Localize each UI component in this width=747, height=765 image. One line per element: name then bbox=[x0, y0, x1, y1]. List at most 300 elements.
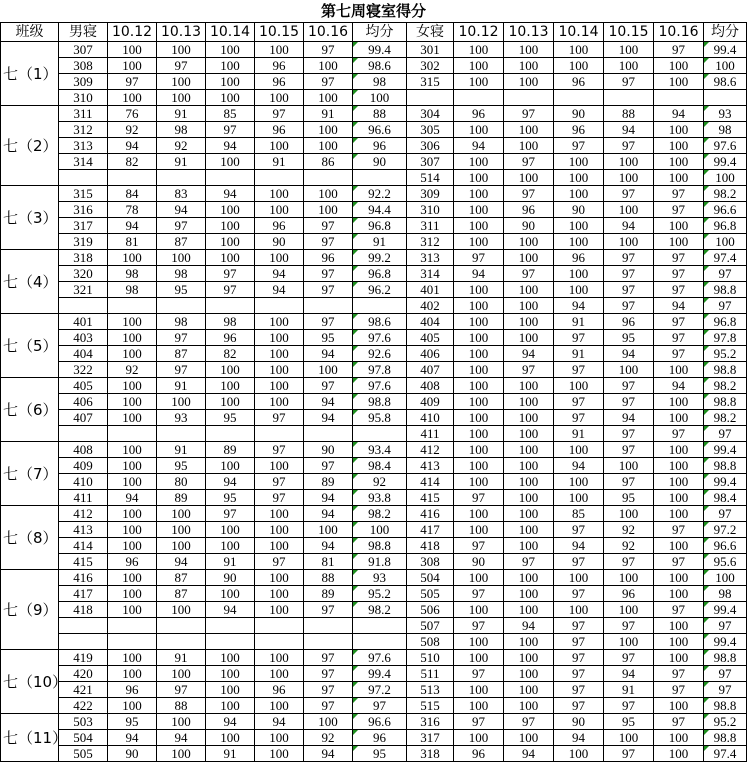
cell-male-avg bbox=[353, 298, 407, 314]
cell-male-avg: 95 bbox=[353, 746, 407, 762]
table-row bbox=[1, 282, 747, 298]
cell-f-1014: 100 bbox=[554, 170, 604, 186]
cell-m-1014: 90 bbox=[206, 570, 255, 586]
cell-f-1013: 100 bbox=[504, 58, 554, 74]
cell-m-1014: 95 bbox=[206, 490, 255, 506]
cell-male-dorm: 309 bbox=[59, 74, 108, 90]
cell-male-dorm: 317 bbox=[59, 218, 108, 234]
cell-m-1013: 100 bbox=[157, 42, 206, 58]
cell-female-avg: 96.6 bbox=[704, 202, 747, 218]
cell-m-1015: 97 bbox=[255, 474, 304, 490]
cell-m-1016: 100 bbox=[304, 202, 353, 218]
cell-male-dorm: 316 bbox=[59, 202, 108, 218]
cell-male-avg bbox=[353, 634, 407, 650]
cell-m-1013: 100 bbox=[157, 74, 206, 90]
cell-f-1012: 96 bbox=[454, 106, 504, 122]
cell-male-dorm: 413 bbox=[59, 522, 108, 538]
cell-female-dorm: 317 bbox=[407, 730, 454, 746]
cell-m-1012: 96 bbox=[108, 554, 157, 570]
cell-f-1013: 100 bbox=[504, 730, 554, 746]
cell-m-1012: 100 bbox=[108, 570, 157, 586]
cell-m-1015 bbox=[255, 618, 304, 634]
table-row bbox=[1, 506, 747, 522]
cell-f-1014: 100 bbox=[554, 234, 604, 250]
cell-m-1015: 100 bbox=[255, 186, 304, 202]
cell-f-1014: 100 bbox=[554, 266, 604, 282]
cell-male-dorm bbox=[59, 426, 108, 442]
cell-f-1014: 97 bbox=[554, 586, 604, 602]
cell-male-dorm: 313 bbox=[59, 138, 108, 154]
cell-male-avg: 98.8 bbox=[353, 538, 407, 554]
cell-m-1012: 100 bbox=[108, 394, 157, 410]
cell-female-dorm: 514 bbox=[407, 170, 454, 186]
cell-male-avg: 95.8 bbox=[353, 410, 407, 426]
cell-m-1012: 100 bbox=[108, 538, 157, 554]
cell-f-1016 bbox=[654, 90, 704, 106]
cell-female-avg: 100 bbox=[704, 570, 747, 586]
header-female-dorm: 女寝 bbox=[407, 23, 454, 42]
cell-m-1012: 100 bbox=[108, 346, 157, 362]
cell-male-dorm: 319 bbox=[59, 234, 108, 250]
table-row bbox=[1, 618, 747, 634]
cell-male-dorm: 308 bbox=[59, 58, 108, 74]
header-male-avg: 均分 bbox=[353, 23, 407, 42]
cell-f-1014: 96 bbox=[554, 74, 604, 90]
table-row bbox=[1, 730, 747, 746]
cell-m-1014: 100 bbox=[206, 378, 255, 394]
cell-m-1015: 100 bbox=[255, 42, 304, 58]
cell-f-1013: 100 bbox=[504, 506, 554, 522]
cell-m-1013: 87 bbox=[157, 586, 206, 602]
cell-f-1015: 96 bbox=[604, 314, 654, 330]
cell-f-1015: 94 bbox=[604, 122, 654, 138]
cell-male-avg: 96.2 bbox=[353, 282, 407, 298]
cell-male-dorm: 417 bbox=[59, 586, 108, 602]
table-row bbox=[1, 522, 747, 538]
cell-female-avg: 98.2 bbox=[704, 186, 747, 202]
cell-female-avg: 98.2 bbox=[704, 378, 747, 394]
cell-f-1014: 100 bbox=[554, 570, 604, 586]
cell-m-1013: 95 bbox=[157, 458, 206, 474]
cell-female-avg: 95.2 bbox=[704, 346, 747, 362]
cell-f-1014: 94 bbox=[554, 538, 604, 554]
cell-female-dorm: 307 bbox=[407, 154, 454, 170]
cell-m-1014: 97 bbox=[206, 282, 255, 298]
cell-m-1016 bbox=[304, 298, 353, 314]
cell-male-dorm bbox=[59, 634, 108, 650]
cell-male-dorm: 414 bbox=[59, 538, 108, 554]
cell-f-1016: 97 bbox=[654, 426, 704, 442]
table-row bbox=[1, 106, 747, 122]
header-female-avg: 均分 bbox=[704, 23, 747, 42]
cell-male-dorm: 312 bbox=[59, 122, 108, 138]
cell-m-1014: 82 bbox=[206, 346, 255, 362]
cell-m-1012: 100 bbox=[108, 442, 157, 458]
class-label: 七（1） bbox=[1, 42, 59, 106]
cell-m-1016: 96 bbox=[304, 250, 353, 266]
class-label: 七（4） bbox=[1, 250, 59, 314]
cell-male-avg: 98 bbox=[353, 74, 407, 90]
cell-f-1015: 97 bbox=[604, 282, 654, 298]
cell-m-1012: 82 bbox=[108, 154, 157, 170]
cell-male-dorm: 411 bbox=[59, 490, 108, 506]
cell-m-1015: 94 bbox=[255, 714, 304, 730]
cell-f-1015: 100 bbox=[604, 730, 654, 746]
cell-f-1016: 100 bbox=[654, 58, 704, 74]
cell-f-1014: 100 bbox=[554, 746, 604, 762]
cell-m-1015: 97 bbox=[255, 106, 304, 122]
cell-male-avg: 100 bbox=[353, 90, 407, 106]
cell-f-1014: 97 bbox=[554, 698, 604, 714]
cell-male-avg: 92.6 bbox=[353, 346, 407, 362]
header-f-1014: 10.14 bbox=[554, 23, 604, 42]
cell-m-1013: 91 bbox=[157, 442, 206, 458]
cell-male-dorm: 314 bbox=[59, 154, 108, 170]
cell-f-1016: 97 bbox=[654, 714, 704, 730]
cell-female-avg: 98 bbox=[704, 122, 747, 138]
cell-f-1012: 100 bbox=[454, 570, 504, 586]
cell-m-1013 bbox=[157, 426, 206, 442]
cell-f-1016: 100 bbox=[654, 442, 704, 458]
cell-male-dorm: 409 bbox=[59, 458, 108, 474]
cell-f-1013: 100 bbox=[504, 74, 554, 90]
cell-m-1012: 76 bbox=[108, 106, 157, 122]
cell-m-1015: 100 bbox=[255, 522, 304, 538]
cell-m-1012: 100 bbox=[108, 522, 157, 538]
cell-m-1013: 80 bbox=[157, 474, 206, 490]
cell-f-1015: 97 bbox=[604, 250, 654, 266]
cell-female-avg: 98.8 bbox=[704, 698, 747, 714]
cell-m-1016: 97 bbox=[304, 314, 353, 330]
cell-f-1015: 97 bbox=[604, 186, 654, 202]
cell-male-avg: 98.2 bbox=[353, 602, 407, 618]
cell-f-1012: 100 bbox=[454, 634, 504, 650]
cell-f-1012: 96 bbox=[454, 746, 504, 762]
cell-m-1012: 100 bbox=[108, 650, 157, 666]
cell-f-1016: 100 bbox=[654, 138, 704, 154]
cell-f-1012: 100 bbox=[454, 426, 504, 442]
cell-male-dorm: 419 bbox=[59, 650, 108, 666]
cell-m-1015 bbox=[255, 298, 304, 314]
cell-f-1015: 97 bbox=[604, 474, 654, 490]
cell-m-1013: 87 bbox=[157, 234, 206, 250]
cell-f-1013: 100 bbox=[504, 138, 554, 154]
cell-male-avg: 99.4 bbox=[353, 42, 407, 58]
cell-f-1016: 100 bbox=[654, 154, 704, 170]
cell-f-1014: 97 bbox=[554, 682, 604, 698]
cell-f-1014: 100 bbox=[554, 58, 604, 74]
cell-m-1015: 100 bbox=[255, 362, 304, 378]
cell-f-1013: 100 bbox=[504, 298, 554, 314]
cell-f-1015: 100 bbox=[604, 202, 654, 218]
cell-m-1015: 90 bbox=[255, 234, 304, 250]
cell-f-1015: 100 bbox=[604, 42, 654, 58]
cell-f-1016: 100 bbox=[654, 234, 704, 250]
cell-female-avg: 98.8 bbox=[704, 394, 747, 410]
cell-male-dorm: 404 bbox=[59, 346, 108, 362]
cell-m-1015 bbox=[255, 634, 304, 650]
cell-male-avg: 96.8 bbox=[353, 266, 407, 282]
cell-m-1013 bbox=[157, 298, 206, 314]
cell-m-1013: 97 bbox=[157, 682, 206, 698]
cell-f-1013: 100 bbox=[504, 330, 554, 346]
cell-f-1013: 100 bbox=[504, 634, 554, 650]
cell-m-1012: 100 bbox=[108, 314, 157, 330]
cell-f-1013: 100 bbox=[504, 426, 554, 442]
cell-female-dorm: 515 bbox=[407, 698, 454, 714]
cell-m-1016: 94 bbox=[304, 394, 353, 410]
cell-m-1012 bbox=[108, 426, 157, 442]
cell-m-1015: 100 bbox=[255, 90, 304, 106]
table-row bbox=[1, 170, 747, 186]
header-f-1013: 10.13 bbox=[504, 23, 554, 42]
table-row bbox=[1, 714, 747, 730]
cell-female-dorm: 310 bbox=[407, 202, 454, 218]
cell-m-1016: 97 bbox=[304, 218, 353, 234]
cell-m-1015: 100 bbox=[255, 666, 304, 682]
cell-f-1016: 100 bbox=[654, 74, 704, 90]
cell-m-1012: 84 bbox=[108, 186, 157, 202]
cell-f-1013: 94 bbox=[504, 618, 554, 634]
cell-f-1016: 97 bbox=[654, 314, 704, 330]
cell-m-1015: 91 bbox=[255, 154, 304, 170]
cell-m-1014: 100 bbox=[206, 586, 255, 602]
cell-m-1014: 85 bbox=[206, 106, 255, 122]
cell-f-1016: 100 bbox=[654, 506, 704, 522]
cell-m-1016 bbox=[304, 618, 353, 634]
cell-f-1012: 100 bbox=[454, 650, 504, 666]
cell-female-dorm: 316 bbox=[407, 714, 454, 730]
cell-m-1016: 89 bbox=[304, 586, 353, 602]
cell-f-1014: 100 bbox=[554, 490, 604, 506]
cell-female-avg: 97 bbox=[704, 426, 747, 442]
cell-f-1012: 100 bbox=[454, 730, 504, 746]
cell-m-1014: 100 bbox=[206, 154, 255, 170]
cell-m-1012: 100 bbox=[108, 330, 157, 346]
cell-f-1013: 97 bbox=[504, 154, 554, 170]
cell-f-1013: 100 bbox=[504, 666, 554, 682]
cell-f-1014: 91 bbox=[554, 346, 604, 362]
cell-male-avg: 93 bbox=[353, 570, 407, 586]
cell-f-1012: 97 bbox=[454, 538, 504, 554]
cell-f-1012: 100 bbox=[454, 602, 504, 618]
cell-female-avg: 100 bbox=[704, 58, 747, 74]
cell-f-1014: 97 bbox=[554, 666, 604, 682]
cell-male-avg: 100 bbox=[353, 522, 407, 538]
cell-f-1016: 100 bbox=[654, 362, 704, 378]
cell-m-1016: 88 bbox=[304, 570, 353, 586]
cell-m-1015: 100 bbox=[255, 570, 304, 586]
cell-m-1012: 78 bbox=[108, 202, 157, 218]
cell-female-avg: 98.8 bbox=[704, 362, 747, 378]
cell-male-avg: 88 bbox=[353, 106, 407, 122]
cell-f-1012: 100 bbox=[454, 202, 504, 218]
cell-female-dorm: 314 bbox=[407, 266, 454, 282]
cell-f-1012: 100 bbox=[454, 474, 504, 490]
cell-f-1015: 100 bbox=[604, 634, 654, 650]
cell-f-1016: 100 bbox=[654, 730, 704, 746]
cell-f-1016: 97 bbox=[654, 682, 704, 698]
cell-m-1013: 93 bbox=[157, 410, 206, 426]
cell-m-1016: 94 bbox=[304, 506, 353, 522]
cell-f-1014: 91 bbox=[554, 314, 604, 330]
cell-f-1013: 94 bbox=[504, 346, 554, 362]
cell-f-1014 bbox=[554, 90, 604, 106]
cell-f-1016: 97 bbox=[654, 202, 704, 218]
cell-f-1013: 100 bbox=[504, 682, 554, 698]
cell-m-1013: 95 bbox=[157, 282, 206, 298]
cell-f-1012: 100 bbox=[454, 234, 504, 250]
cell-f-1016: 97 bbox=[654, 330, 704, 346]
cell-m-1013 bbox=[157, 170, 206, 186]
cell-m-1014: 100 bbox=[206, 698, 255, 714]
cell-f-1012: 100 bbox=[454, 362, 504, 378]
class-label: 七（10） bbox=[1, 650, 59, 714]
cell-male-dorm: 321 bbox=[59, 282, 108, 298]
cell-f-1015: 96 bbox=[604, 586, 654, 602]
cell-f-1016: 100 bbox=[654, 218, 704, 234]
cell-m-1012: 98 bbox=[108, 282, 157, 298]
cell-female-avg: 96.6 bbox=[704, 538, 747, 554]
cell-m-1014: 91 bbox=[206, 746, 255, 762]
cell-m-1014: 97 bbox=[206, 122, 255, 138]
cell-f-1015: 92 bbox=[604, 538, 654, 554]
cell-f-1014: 100 bbox=[554, 602, 604, 618]
cell-m-1015: 100 bbox=[255, 602, 304, 618]
cell-f-1016: 97 bbox=[654, 554, 704, 570]
cell-f-1014: 97 bbox=[554, 634, 604, 650]
cell-m-1015: 100 bbox=[255, 586, 304, 602]
cell-f-1013: 96 bbox=[504, 202, 554, 218]
cell-f-1016: 100 bbox=[654, 410, 704, 426]
cell-f-1015: 97 bbox=[604, 74, 654, 90]
cell-female-dorm: 417 bbox=[407, 522, 454, 538]
cell-m-1014: 100 bbox=[206, 42, 255, 58]
cell-m-1012 bbox=[108, 634, 157, 650]
cell-f-1016: 97 bbox=[654, 42, 704, 58]
cell-male-dorm: 503 bbox=[59, 714, 108, 730]
cell-f-1012: 100 bbox=[454, 170, 504, 186]
cell-f-1014: 90 bbox=[554, 714, 604, 730]
cell-m-1012: 100 bbox=[108, 586, 157, 602]
cell-f-1014: 96 bbox=[554, 250, 604, 266]
table-row bbox=[1, 458, 747, 474]
cell-m-1014: 100 bbox=[206, 394, 255, 410]
cell-m-1012: 100 bbox=[108, 698, 157, 714]
cell-f-1015: 97 bbox=[604, 618, 654, 634]
cell-f-1015: 97 bbox=[604, 138, 654, 154]
class-label: 七（7） bbox=[1, 442, 59, 506]
cell-m-1015: 100 bbox=[255, 346, 304, 362]
cell-male-avg: 90 bbox=[353, 154, 407, 170]
cell-f-1012: 100 bbox=[454, 522, 504, 538]
cell-m-1013: 97 bbox=[157, 362, 206, 378]
cell-m-1016: 97 bbox=[304, 378, 353, 394]
cell-m-1013: 87 bbox=[157, 570, 206, 586]
cell-m-1012: 92 bbox=[108, 362, 157, 378]
cell-m-1014: 94 bbox=[206, 602, 255, 618]
cell-f-1012: 100 bbox=[454, 458, 504, 474]
cell-m-1014: 100 bbox=[206, 362, 255, 378]
cell-male-dorm: 421 bbox=[59, 682, 108, 698]
cell-m-1016: 97 bbox=[304, 458, 353, 474]
cell-male-avg bbox=[353, 618, 407, 634]
cell-f-1014: 97 bbox=[554, 362, 604, 378]
cell-f-1012: 100 bbox=[454, 42, 504, 58]
table-row bbox=[1, 42, 747, 58]
cell-female-dorm: 508 bbox=[407, 634, 454, 650]
cell-f-1012: 100 bbox=[454, 122, 504, 138]
cell-male-avg: 98.6 bbox=[353, 58, 407, 74]
header-f-1012: 10.12 bbox=[454, 23, 504, 42]
cell-female-avg: 96.8 bbox=[704, 314, 747, 330]
cell-male-dorm: 322 bbox=[59, 362, 108, 378]
table-row bbox=[1, 426, 747, 442]
cell-female-dorm: 306 bbox=[407, 138, 454, 154]
cell-male-dorm: 410 bbox=[59, 474, 108, 490]
cell-male-avg: 98.4 bbox=[353, 458, 407, 474]
table-row bbox=[1, 218, 747, 234]
cell-female-avg: 97 bbox=[704, 298, 747, 314]
cell-m-1016: 94 bbox=[304, 746, 353, 762]
cell-male-dorm bbox=[59, 170, 108, 186]
header-f-1015: 10.15 bbox=[604, 23, 654, 42]
cell-f-1012: 97 bbox=[454, 714, 504, 730]
cell-m-1014 bbox=[206, 426, 255, 442]
cell-f-1013: 100 bbox=[504, 474, 554, 490]
cell-m-1012: 100 bbox=[108, 90, 157, 106]
cell-f-1012: 100 bbox=[454, 186, 504, 202]
cell-f-1015: 100 bbox=[604, 234, 654, 250]
cell-m-1013: 91 bbox=[157, 106, 206, 122]
cell-f-1013: 100 bbox=[504, 394, 554, 410]
cell-female-avg: 97.2 bbox=[704, 522, 747, 538]
cell-female-dorm: 513 bbox=[407, 682, 454, 698]
cell-m-1016: 97 bbox=[304, 266, 353, 282]
cell-f-1015: 100 bbox=[604, 602, 654, 618]
cell-f-1013: 100 bbox=[504, 442, 554, 458]
header-m-1013: 10.13 bbox=[157, 23, 206, 42]
sheet-title: 第七周寝室得分 bbox=[1, 0, 747, 23]
cell-f-1014: 94 bbox=[554, 298, 604, 314]
cell-f-1013: 100 bbox=[504, 522, 554, 538]
cell-m-1014: 95 bbox=[206, 410, 255, 426]
cell-f-1012: 100 bbox=[454, 410, 504, 426]
cell-f-1012: 100 bbox=[454, 314, 504, 330]
cell-male-avg: 97.8 bbox=[353, 362, 407, 378]
header-male-dorm: 男寝 bbox=[59, 23, 108, 42]
cell-m-1012: 100 bbox=[108, 250, 157, 266]
table-row bbox=[1, 442, 747, 458]
cell-male-dorm: 504 bbox=[59, 730, 108, 746]
cell-f-1016: 100 bbox=[654, 634, 704, 650]
cell-m-1013: 100 bbox=[157, 714, 206, 730]
cell-female-dorm: 305 bbox=[407, 122, 454, 138]
cell-m-1013: 92 bbox=[157, 138, 206, 154]
cell-f-1015: 97 bbox=[604, 266, 654, 282]
cell-f-1015 bbox=[604, 90, 654, 106]
cell-f-1012: 100 bbox=[454, 154, 504, 170]
class-label: 七（6） bbox=[1, 378, 59, 442]
cell-m-1013: 94 bbox=[157, 554, 206, 570]
cell-f-1012: 100 bbox=[454, 394, 504, 410]
cell-female-avg: 99.4 bbox=[704, 154, 747, 170]
cell-female-dorm: 510 bbox=[407, 650, 454, 666]
cell-female-avg: 97 bbox=[704, 666, 747, 682]
cell-f-1016: 100 bbox=[654, 618, 704, 634]
cell-m-1015: 100 bbox=[255, 746, 304, 762]
cell-f-1016: 94 bbox=[654, 106, 704, 122]
